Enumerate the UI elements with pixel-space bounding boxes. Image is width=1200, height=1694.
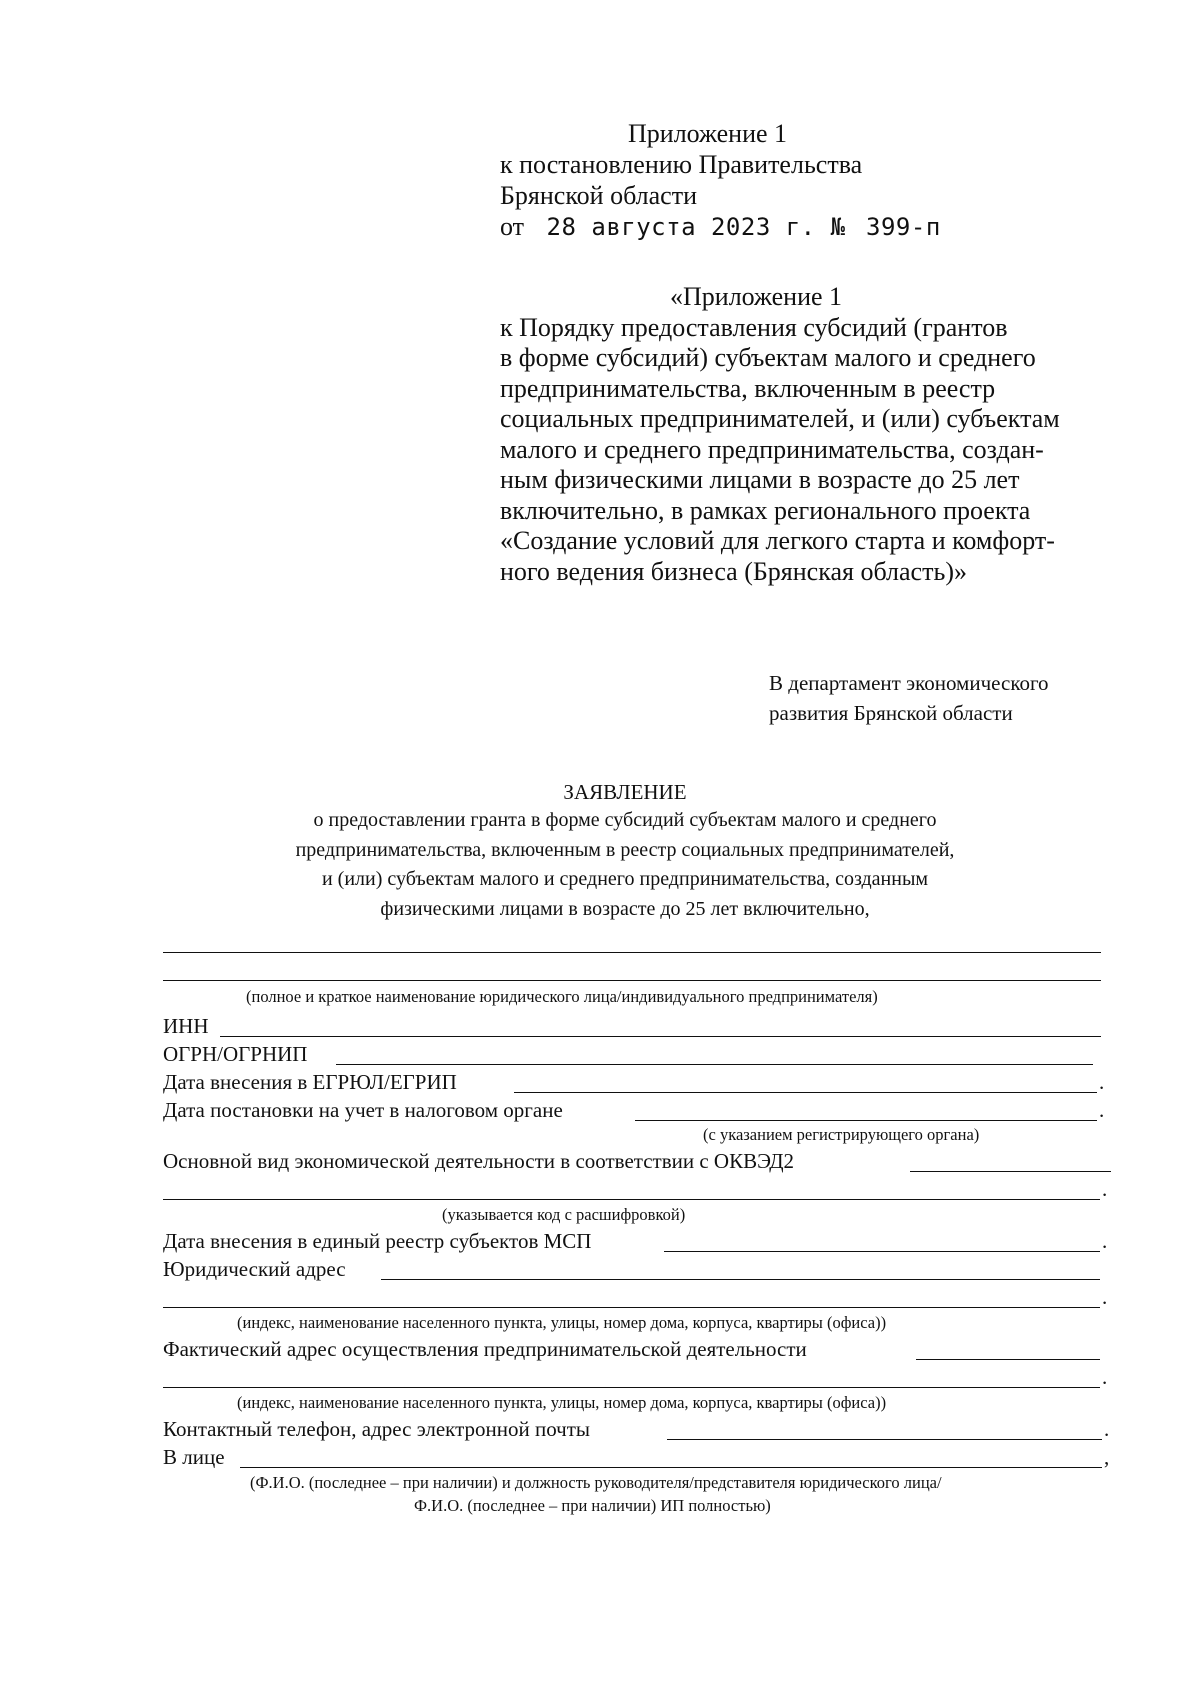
description-line: физическими лицами в возрасте до 25 лет включительно, bbox=[380, 897, 870, 920]
procedure-appendix bbox=[500, 282, 1100, 587]
okved-field-2[interactable] bbox=[163, 1199, 1100, 1200]
recipient-line: развития Брянской области bbox=[769, 701, 1013, 725]
region-line: Брянской области bbox=[500, 181, 697, 210]
tax-date-field[interactable] bbox=[635, 1120, 1097, 1121]
legal-address-field-2[interactable] bbox=[163, 1307, 1100, 1308]
okved-field-1[interactable] bbox=[910, 1171, 1111, 1172]
description-line: и (или) субъектам малого и среднего предпринимательства, созданным bbox=[321, 868, 929, 890]
okved-label: Основной вид экономической деятельности в соответствии с ОКВЭД2 bbox=[163, 1149, 795, 1173]
procedure-line: предпринимательства, включенным в реестр bbox=[500, 373, 996, 403]
procedure-line: ного ведения бизнеса (Брянская область)» bbox=[500, 556, 967, 586]
procedure-line: социальных предпринимателей, и (или) субъектам bbox=[500, 404, 1060, 433]
resolution-date: 28 августа 2023 г. № bbox=[546, 213, 846, 241]
procedure-appendix-title: «Приложение 1 bbox=[670, 282, 843, 311]
inn-field[interactable] bbox=[220, 1036, 1101, 1037]
okved-caption: (указывается код с расшифровкой) bbox=[442, 1205, 686, 1224]
recipient-block bbox=[769, 668, 1049, 728]
msp-date-label: Дата внесения в единый реестр субъектов МСП bbox=[163, 1229, 592, 1253]
actual-address-caption: (индекс, наименование населенного пункта, улицы, номер дома, корпуса, квартиры (офиса)) bbox=[237, 1393, 887, 1412]
legal-address-field-1[interactable] bbox=[381, 1279, 1100, 1280]
contacts-field[interactable] bbox=[667, 1439, 1102, 1440]
procedure-line: к Порядку предоставления субсидий (грантов bbox=[500, 312, 1008, 342]
procedure-line: «Создание условий для легкого старта и комфорт- bbox=[500, 526, 1055, 555]
appendix-header bbox=[500, 118, 941, 243]
egrul-date-field[interactable] bbox=[514, 1092, 1097, 1093]
in-person-comma: , bbox=[1104, 1445, 1110, 1469]
procedure-line: ным физическими лицами в возрасте до 25 лет bbox=[500, 465, 1020, 494]
msp-date-field[interactable] bbox=[664, 1251, 1100, 1252]
tax-date-label: Дата постановки на учет в налоговом органе bbox=[163, 1098, 563, 1122]
legal-address-dot: . bbox=[1102, 1285, 1108, 1309]
recipient-line: В департамент экономического bbox=[769, 671, 1049, 695]
resolution-number: 399-п bbox=[866, 213, 941, 241]
statement-description bbox=[160, 806, 1090, 924]
org-name-line-2[interactable] bbox=[163, 980, 1101, 981]
actual-address-field-1[interactable] bbox=[916, 1359, 1100, 1360]
actual-address-dot: . bbox=[1102, 1365, 1108, 1389]
procedure-line: в форме субсидий) субъектам малого и среднего bbox=[500, 343, 1036, 372]
contacts-dot: . bbox=[1104, 1417, 1110, 1441]
in-person-field[interactable] bbox=[240, 1467, 1102, 1468]
description-line: о предоставлении гранта в форме субсидий субъектам малого и среднего bbox=[313, 809, 937, 831]
procedure-line: включительно, в рамках регионального проекта bbox=[500, 495, 1031, 525]
statement-title: ЗАЯВЛЕНИЕ bbox=[563, 780, 687, 804]
inn-label: ИНН bbox=[163, 1014, 209, 1038]
ogrn-label: ОГРН/ОГРНИП bbox=[163, 1042, 308, 1066]
date-line bbox=[500, 211, 941, 243]
egrul-date-dot: . bbox=[1099, 1070, 1105, 1094]
egrul-date-label: Дата внесения в ЕГРЮЛ/ЕГРИП bbox=[163, 1070, 457, 1094]
appendix-title: Приложение 1 bbox=[628, 119, 788, 148]
date-prefix: от bbox=[500, 212, 525, 241]
tax-date-dot: . bbox=[1099, 1098, 1105, 1122]
in-person-caption-2: Ф.И.О. (последнее – при наличии) ИП полностью) bbox=[414, 1496, 771, 1515]
okved-dot: . bbox=[1102, 1177, 1108, 1201]
resolution-line: к постановлению Правительства bbox=[500, 150, 863, 179]
contacts-label: Контактный телефон, адрес электронной почты bbox=[163, 1417, 591, 1441]
tax-date-caption: (с указанием регистрирующего органа) bbox=[703, 1125, 980, 1144]
description-line: предпринимательства, включенным в реестр социальных предпринимателей, bbox=[295, 838, 955, 861]
legal-address-label: Юридический адрес bbox=[163, 1257, 346, 1281]
ogrn-field[interactable] bbox=[336, 1064, 1093, 1065]
in-person-caption-1: (Ф.И.О. (последнее – при наличии) и должность руководителя/представителя юридического лица/ bbox=[250, 1473, 942, 1492]
org-name-line-1[interactable] bbox=[163, 952, 1101, 953]
org-name-caption: (полное и краткое наименование юридического лица/индивидуального предпринимателя) bbox=[246, 987, 878, 1006]
in-person-label: В лице bbox=[163, 1445, 225, 1469]
actual-address-field-2[interactable] bbox=[163, 1387, 1100, 1388]
actual-address-label: Фактический адрес осуществления предпринимательской деятельности bbox=[163, 1337, 807, 1361]
procedure-line: малого и среднего предпринимательства, создан- bbox=[500, 434, 1044, 464]
legal-address-caption: (индекс, наименование населенного пункта, улицы, номер дома, корпуса, квартиры (офиса)) bbox=[237, 1313, 887, 1332]
msp-date-dot: . bbox=[1102, 1229, 1108, 1253]
